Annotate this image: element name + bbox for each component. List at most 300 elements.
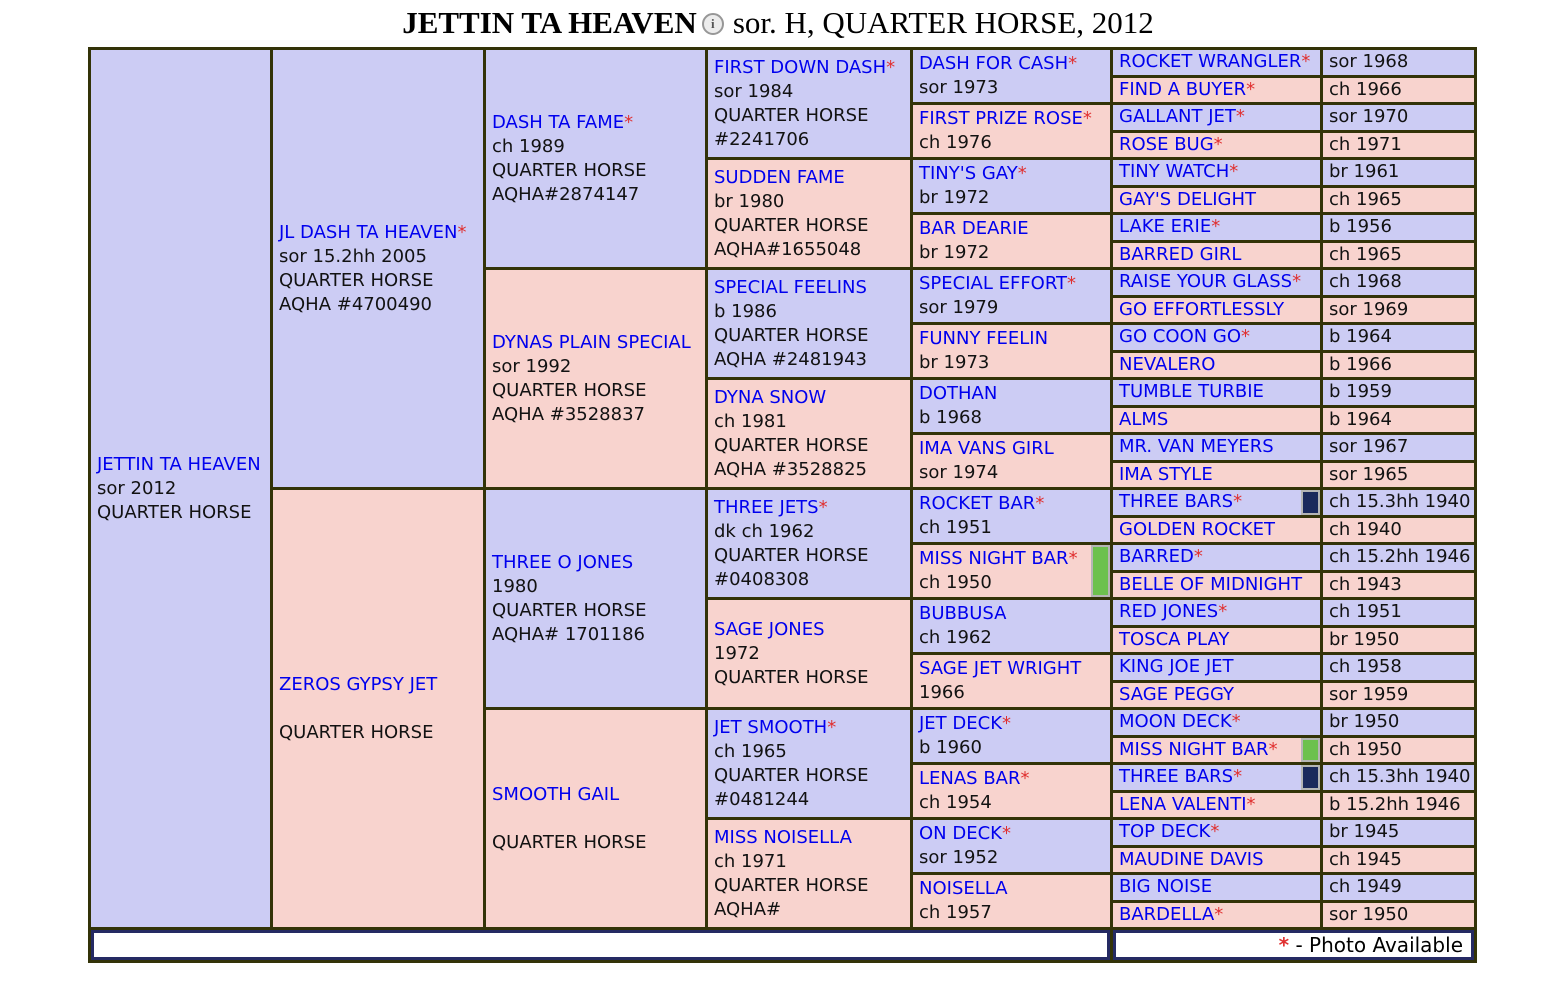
- photo-asterisk: *: [457, 221, 467, 243]
- horse-year: b 1956: [1329, 216, 1392, 238]
- year-cell: [1323, 408, 1474, 433]
- horse-cell: [1113, 573, 1320, 598]
- photo-asterisk: *: [1268, 738, 1278, 760]
- horse-cell: [1113, 380, 1320, 405]
- horse-link[interactable]: GO COON GO: [1119, 326, 1242, 348]
- photo-asterisk: *: [827, 716, 837, 738]
- horse-cell: [1113, 600, 1320, 625]
- horse-link[interactable]: JET DECK: [919, 713, 1003, 734]
- horse-cell: [1113, 490, 1320, 515]
- horse-year: sor 1973: [919, 77, 999, 98]
- horse-name-line: [919, 492, 1108, 516]
- horse-year: b 1964: [1329, 326, 1392, 348]
- horse-link[interactable]: MISS NIGHT BAR: [1119, 738, 1269, 760]
- horse-name-line: [714, 716, 908, 740]
- horse-year: ch 1965: [1329, 188, 1402, 210]
- page-title: [0, 5, 1556, 41]
- horse-detail: AQHA #4700490: [279, 293, 432, 315]
- year-cell: [1323, 848, 1474, 873]
- horse-link[interactable]: JL DASH TA HEAVEN: [279, 221, 458, 243]
- horse-year: sor 1974: [919, 462, 999, 483]
- horse-name-line: [919, 382, 1108, 406]
- horse-year: ch 1966: [1329, 78, 1402, 100]
- horse-name-line: [919, 602, 1108, 626]
- horse-name-line: [1119, 325, 1318, 349]
- horse-name-line: [1119, 215, 1318, 239]
- year-cell: [1323, 600, 1474, 625]
- info-icon[interactable]: i: [702, 13, 724, 35]
- horse-name-line: [919, 822, 1108, 846]
- horse-detail: QUARTER HORSE: [714, 104, 869, 126]
- horse-cell: [1113, 793, 1320, 818]
- horse-cell: [1113, 683, 1320, 708]
- horse-name-line: [1119, 738, 1318, 762]
- horse-cell: [1113, 188, 1320, 213]
- horse-name-line: [1119, 518, 1318, 542]
- horse-name-line: [919, 657, 1108, 681]
- horse-year: b 1964: [1329, 408, 1392, 430]
- year-cell: [1323, 325, 1474, 350]
- horse-cell: [1113, 325, 1320, 350]
- horse-link[interactable]: ALMS: [1119, 408, 1169, 430]
- horse-year: ch 1950: [919, 572, 992, 593]
- horse-cell: [913, 215, 1110, 267]
- year-cell: [1323, 655, 1474, 680]
- year-cell: [1323, 765, 1474, 790]
- horse-cell: [1113, 738, 1320, 763]
- horse-detail: QUARTER HORSE: [714, 666, 869, 688]
- horse-name-line: [1119, 600, 1318, 624]
- horse-detail: QUARTER HORSE: [279, 721, 434, 743]
- horse-year: ch 1957: [919, 902, 992, 923]
- horse-detail: AQHA #3528837: [492, 403, 645, 425]
- horse-name-line: [919, 52, 1108, 76]
- horse-cell: [913, 820, 1110, 872]
- year-cell: [1323, 105, 1474, 130]
- horse-link[interactable]: DASH TA FAME: [492, 111, 625, 133]
- horse-cell: [1113, 518, 1320, 543]
- year-cell: [1323, 903, 1474, 928]
- horse-year: ch 1962: [919, 627, 992, 648]
- year-cell: [1323, 298, 1474, 323]
- horse-link[interactable]: SUDDEN FAME: [714, 166, 845, 188]
- horse-year: br 1945: [1329, 821, 1400, 843]
- photo-asterisk: *: [1235, 106, 1245, 128]
- year-cell: [1323, 270, 1474, 295]
- horse-link[interactable]: JETTIN TA HEAVEN: [97, 453, 261, 475]
- horse-year: sor 1968: [1329, 51, 1409, 73]
- horse-year: sor 1979: [919, 297, 999, 318]
- horse-cell: [708, 160, 910, 267]
- horse-cell: [1113, 50, 1320, 75]
- horse-name-line: [1119, 820, 1318, 844]
- horse-name-line: [919, 767, 1108, 791]
- photo-asterisk: *: [624, 111, 634, 133]
- horse-year: sor 1970: [1329, 106, 1409, 128]
- horse-year: ch 1958: [1329, 656, 1402, 678]
- horse-year: ch 1976: [919, 132, 992, 153]
- horse-cell: [913, 270, 1110, 322]
- horse-name-line: [714, 826, 908, 850]
- year-cell: [1323, 160, 1474, 185]
- horse-link[interactable]: ON DECK: [919, 823, 1002, 844]
- horse-cell: [708, 490, 910, 597]
- horse-year: ch 1954: [919, 792, 992, 813]
- horse-cell: [1113, 435, 1320, 460]
- horse-link[interactable]: GO EFFORTLESSLY: [1119, 298, 1285, 320]
- horse-link[interactable]: FUNNY FEELIN: [919, 328, 1049, 349]
- horse-link[interactable]: THREE BARS: [1119, 491, 1234, 513]
- horse-detail: 1972: [714, 642, 760, 664]
- horse-year: ch 1951: [919, 517, 992, 538]
- horse-link[interactable]: IMA VANS GIRL: [919, 438, 1054, 459]
- year-cell: [1323, 710, 1474, 735]
- pedigree-table: [88, 47, 1477, 963]
- horse-name-line: [714, 618, 908, 642]
- horse-name-line: [1119, 710, 1318, 734]
- horse-year: b 15.2hh 1946: [1329, 793, 1461, 815]
- horse-name-line: [97, 453, 268, 477]
- year-cell: [1323, 215, 1474, 240]
- photo-asterisk: *: [886, 56, 896, 78]
- horse-detail: br 1980: [714, 190, 785, 212]
- horse-cell: [708, 820, 910, 927]
- horse-link[interactable]: BARDELLA: [1119, 903, 1215, 925]
- horse-detail: QUARTER HORSE: [492, 159, 647, 181]
- horse-detail: dk ch 1962: [714, 520, 815, 542]
- photo-asterisk: *: [1246, 78, 1256, 100]
- photo-asterisk: *: [1001, 823, 1011, 844]
- photo-asterisk: *: [1193, 546, 1203, 568]
- horse-cell: [1113, 270, 1320, 295]
- horse-link[interactable]: THREE BARS: [1119, 766, 1234, 788]
- horse-link[interactable]: TINY WATCH: [1119, 161, 1230, 183]
- horse-link[interactable]: JET SMOOTH: [714, 716, 828, 738]
- horse-cell: [1113, 765, 1320, 790]
- horse-name-line: [1119, 78, 1318, 102]
- year-cell: [1323, 243, 1474, 268]
- horse-name-line: [492, 551, 703, 575]
- horse-detail: AQHA# 1701186: [492, 623, 645, 645]
- year-cell: [1323, 78, 1474, 103]
- horse-cell: [1113, 545, 1320, 570]
- horse-detail: #0481244: [714, 788, 810, 810]
- photo-asterisk: *: [1082, 108, 1092, 129]
- horse-name-line: [919, 712, 1108, 736]
- horse-link[interactable]: MISS NIGHT BAR: [919, 548, 1069, 569]
- horse-link[interactable]: BUBBUSA: [919, 603, 1007, 624]
- year-cell: [1323, 573, 1474, 598]
- horse-name-line: [714, 386, 908, 410]
- horse-detail: QUARTER HORSE: [714, 544, 869, 566]
- photo-asterisk: *: [1278, 933, 1290, 957]
- horse-link[interactable]: DASH FOR CASH: [919, 53, 1069, 74]
- horse-link[interactable]: RED JONES: [1119, 601, 1219, 623]
- horse-name-line: [1119, 683, 1318, 707]
- horse-name-line: [919, 877, 1108, 901]
- horse-name-line: [279, 673, 481, 697]
- horse-cell: [913, 50, 1110, 102]
- horse-name-line: [919, 437, 1108, 461]
- horse-cell: [1113, 160, 1320, 185]
- horse-name-line: [714, 276, 908, 300]
- horse-name-line: [1119, 380, 1318, 404]
- horse-link[interactable]: BAR DEARIE: [919, 218, 1029, 239]
- horse-link[interactable]: THREE JETS: [714, 496, 819, 518]
- horse-detail: sor 15.2hh 2005: [279, 245, 427, 267]
- horse-name-line: [1119, 655, 1318, 679]
- horse-cell: [913, 325, 1110, 377]
- horse-cell: [913, 600, 1110, 652]
- horse-year: b 1968: [919, 407, 982, 428]
- horse-cell: [486, 490, 705, 707]
- horse-year: ch 15.2hh 1946: [1329, 546, 1471, 568]
- horse-link[interactable]: SPECIAL EFFORT: [919, 273, 1068, 294]
- horse-detail: QUARTER HORSE: [492, 831, 647, 853]
- horse-name-line: [714, 166, 908, 190]
- horse-year: sor 1969: [1329, 298, 1409, 320]
- horse-name-line: [492, 111, 703, 135]
- horse-detail: QUARTER HORSE: [714, 874, 869, 896]
- horse-cell: [1113, 133, 1320, 158]
- horse-detail: AQHA #2481943: [714, 348, 867, 370]
- horse-name-line: [714, 56, 908, 80]
- horse-detail: sor 1992: [492, 355, 572, 377]
- horse-year: b 1959: [1329, 381, 1392, 403]
- horse-cell: [708, 710, 910, 817]
- horse-cell: [708, 270, 910, 377]
- horse-link[interactable]: BARRED: [1119, 546, 1194, 568]
- photo-asterisk: *: [1229, 161, 1239, 183]
- horse-cell: [486, 710, 705, 927]
- horse-name-line: [1119, 435, 1318, 459]
- year-cell: [1323, 738, 1474, 763]
- horse-name-line: [492, 783, 703, 807]
- horse-detail: QUARTER HORSE: [714, 214, 869, 236]
- horse-name-line: [919, 272, 1108, 296]
- year-cell: [1323, 50, 1474, 75]
- horse-detail: ch 1981: [714, 410, 787, 432]
- horse-detail: AQHA#1655048: [714, 238, 862, 260]
- horse-cell: [913, 435, 1110, 487]
- horse-link[interactable]: DYNAS PLAIN SPECIAL: [492, 331, 691, 353]
- horse-detail: 1980: [492, 575, 538, 597]
- photo-asterisk: *: [1002, 713, 1012, 734]
- photo-asterisk: *: [1214, 903, 1224, 925]
- horse-cell: [1113, 463, 1320, 488]
- photo-asterisk: *: [1068, 548, 1078, 569]
- horse-year: br 1961: [1329, 161, 1400, 183]
- horse-link[interactable]: RAISE YOUR GLASS: [1119, 271, 1293, 293]
- horse-link[interactable]: FIND A BUYER: [1119, 78, 1247, 100]
- horse-link[interactable]: MISS NOISELLA: [714, 826, 852, 848]
- horse-name-line: [1119, 628, 1318, 652]
- year-cell: [1323, 490, 1474, 515]
- horse-link[interactable]: MAUDINE DAVIS: [1119, 848, 1264, 870]
- horse-link[interactable]: BIG NOISE: [1119, 876, 1213, 898]
- horse-name-line: [1119, 463, 1318, 487]
- horse-link[interactable]: LENA VALENTI: [1119, 793, 1247, 815]
- horse-cell: [91, 50, 270, 927]
- legend-text: - Photo Available: [1289, 933, 1463, 957]
- horse-name-line: [919, 547, 1108, 571]
- horse-link[interactable]: NEVALERO: [1119, 353, 1216, 375]
- horse-detail: AQHA#: [714, 898, 782, 920]
- horse-year: sor 1952: [919, 847, 999, 868]
- horse-cell: [1113, 875, 1320, 900]
- horse-detail: ch 1965: [714, 740, 787, 762]
- horse-link[interactable]: GAY'S DELIGHT: [1119, 188, 1257, 210]
- horse-cell: [273, 490, 483, 927]
- year-cell: [1323, 545, 1474, 570]
- year-cell: [1323, 435, 1474, 460]
- horse-detail: QUARTER HORSE: [492, 599, 647, 621]
- horse-link[interactable]: SAGE JET WRIGHT: [919, 658, 1082, 679]
- horse-cell: [1113, 628, 1320, 653]
- horse-link[interactable]: FIRST DOWN DASH: [714, 56, 887, 78]
- horse-link[interactable]: BELLE OF MIDNIGHT: [1119, 573, 1303, 595]
- horse-name-line: [919, 217, 1108, 241]
- horse-link[interactable]: LENAS BAR: [919, 768, 1021, 789]
- horse-link[interactable]: MR. VAN MEYERS: [1119, 436, 1274, 458]
- horse-name-line: [279, 221, 481, 245]
- horse-link[interactable]: ROCKET WRANGLER: [1119, 51, 1302, 73]
- horse-link[interactable]: ROCKET BAR: [919, 493, 1036, 514]
- year-cell: [1323, 875, 1474, 900]
- horse-link[interactable]: FIRST PRIZE ROSE: [919, 108, 1083, 129]
- photo-asterisk: *: [1068, 53, 1078, 74]
- photo-asterisk: *: [1233, 766, 1243, 788]
- duplicate-marker-navy-icon: [1301, 765, 1320, 790]
- horse-name-line: [1119, 793, 1318, 817]
- year-cell: [1323, 518, 1474, 543]
- horse-cell: [913, 765, 1110, 817]
- horse-year: ch 15.3hh 1940: [1329, 766, 1471, 788]
- photo-asterisk: *: [1301, 51, 1311, 73]
- photo-asterisk: *: [818, 496, 828, 518]
- horse-name-line: [919, 162, 1108, 186]
- horse-link[interactable]: SAGE JONES: [714, 618, 825, 640]
- horse-year: ch 1940: [1329, 518, 1402, 540]
- horse-link[interactable]: GOLDEN ROCKET: [1119, 518, 1275, 540]
- photo-asterisk: *: [1210, 821, 1220, 843]
- horse-link[interactable]: SMOOTH GAIL: [492, 783, 620, 805]
- horse-link[interactable]: NOISELLA: [919, 878, 1008, 899]
- year-cell: [1323, 820, 1474, 845]
- horse-name-line: [1119, 105, 1318, 129]
- horse-link[interactable]: ROSE BUG: [1119, 133, 1214, 155]
- horse-year: ch 1950: [1329, 738, 1402, 760]
- photo-asterisk: *: [1211, 216, 1221, 238]
- horse-link[interactable]: MOON DECK: [1119, 711, 1232, 733]
- horse-cell: [1113, 820, 1320, 845]
- title-suffix: sor. H, QUARTER HORSE, 2012: [732, 5, 1154, 40]
- horse-name-line: [1119, 353, 1318, 377]
- horse-name-line: [1119, 243, 1318, 267]
- horse-link[interactable]: ZEROS GYPSY JET: [279, 673, 438, 695]
- horse-cell: [708, 600, 910, 707]
- horse-detail: QUARTER HORSE: [714, 434, 869, 456]
- horse-link[interactable]: SPECIAL FEELINS: [714, 276, 867, 298]
- horse-detail: b 1986: [714, 300, 777, 322]
- horse-name-line: [919, 107, 1108, 131]
- horse-link[interactable]: THREE O JONES: [492, 551, 634, 573]
- year-cell: [1323, 683, 1474, 708]
- horse-link[interactable]: KING JOE JET: [1119, 656, 1234, 678]
- horse-cell: [708, 50, 910, 157]
- horse-year: ch 1951: [1329, 601, 1402, 623]
- horse-year: br 1973: [919, 352, 990, 373]
- horse-year: ch 15.3hh 1940: [1329, 491, 1471, 513]
- horse-link[interactable]: TUMBLE TURBIE: [1119, 381, 1264, 403]
- horse-cell: [913, 655, 1110, 707]
- horse-link[interactable]: TOP DECK: [1119, 821, 1211, 843]
- year-cell: [1323, 628, 1474, 653]
- horse-name-line: [1119, 490, 1318, 514]
- horse-link[interactable]: TOSCA PLAY: [1119, 628, 1230, 650]
- horse-link[interactable]: BARRED GIRL: [1119, 243, 1242, 265]
- horse-detail: sor 1984: [714, 80, 794, 102]
- horse-year: sor 1965: [1329, 463, 1409, 485]
- horse-year: ch 1971: [1329, 133, 1402, 155]
- horse-cell: [913, 875, 1110, 927]
- horse-year: ch 1949: [1329, 876, 1402, 898]
- horse-cell: [1113, 655, 1320, 680]
- horse-detail: [492, 807, 703, 831]
- duplicate-marker-green-icon: [1301, 738, 1320, 763]
- horse-name-line: [1119, 545, 1318, 569]
- horse-detail: ch 1989: [492, 135, 565, 157]
- horse-cell: [913, 105, 1110, 157]
- horse-detail: sor 2012: [97, 477, 177, 499]
- photo-asterisk: *: [1017, 163, 1027, 184]
- horse-cell: [913, 490, 1110, 542]
- horse-link[interactable]: DOTHAN: [919, 383, 998, 404]
- photo-asterisk: *: [1241, 326, 1251, 348]
- horse-link[interactable]: LAKE ERIE: [1119, 216, 1212, 238]
- horse-year: sor 1959: [1329, 683, 1409, 705]
- year-cell: [1323, 380, 1474, 405]
- horse-link[interactable]: SAGE PEGGY: [1119, 683, 1235, 705]
- photo-asterisk: *: [1218, 601, 1228, 623]
- horse-detail: ch 1971: [714, 850, 787, 872]
- horse-detail: QUARTER HORSE: [714, 324, 869, 346]
- horse-name-line: [1119, 408, 1318, 432]
- horse-year: br 1950: [1329, 628, 1400, 650]
- horse-name-line: [1119, 188, 1318, 212]
- horse-cell: [1113, 215, 1320, 240]
- horse-year: sor 1950: [1329, 903, 1409, 925]
- horse-name-line: [1119, 875, 1318, 899]
- photo-asterisk: *: [1233, 491, 1243, 513]
- year-cell: [1323, 353, 1474, 378]
- horse-link[interactable]: TINY'S GAY: [919, 163, 1018, 184]
- horse-year: ch 1943: [1329, 573, 1402, 595]
- duplicate-marker-navy-icon: [1301, 490, 1320, 515]
- horse-link[interactable]: GALLANT JET: [1119, 106, 1236, 128]
- horse-year: sor 1967: [1329, 436, 1409, 458]
- photo-asterisk: *: [1213, 133, 1223, 155]
- horse-link[interactable]: IMA STYLE: [1119, 463, 1213, 485]
- horse-year: b 1960: [919, 737, 982, 758]
- year-cell: [1323, 793, 1474, 818]
- duplicate-marker-green-icon: [1091, 545, 1110, 597]
- horse-detail: #0408308: [714, 568, 810, 590]
- photo-asterisk: *: [1035, 493, 1045, 514]
- horse-link[interactable]: DYNA SNOW: [714, 386, 827, 408]
- horse-cell: [913, 710, 1110, 762]
- horse-cell: [1113, 243, 1320, 268]
